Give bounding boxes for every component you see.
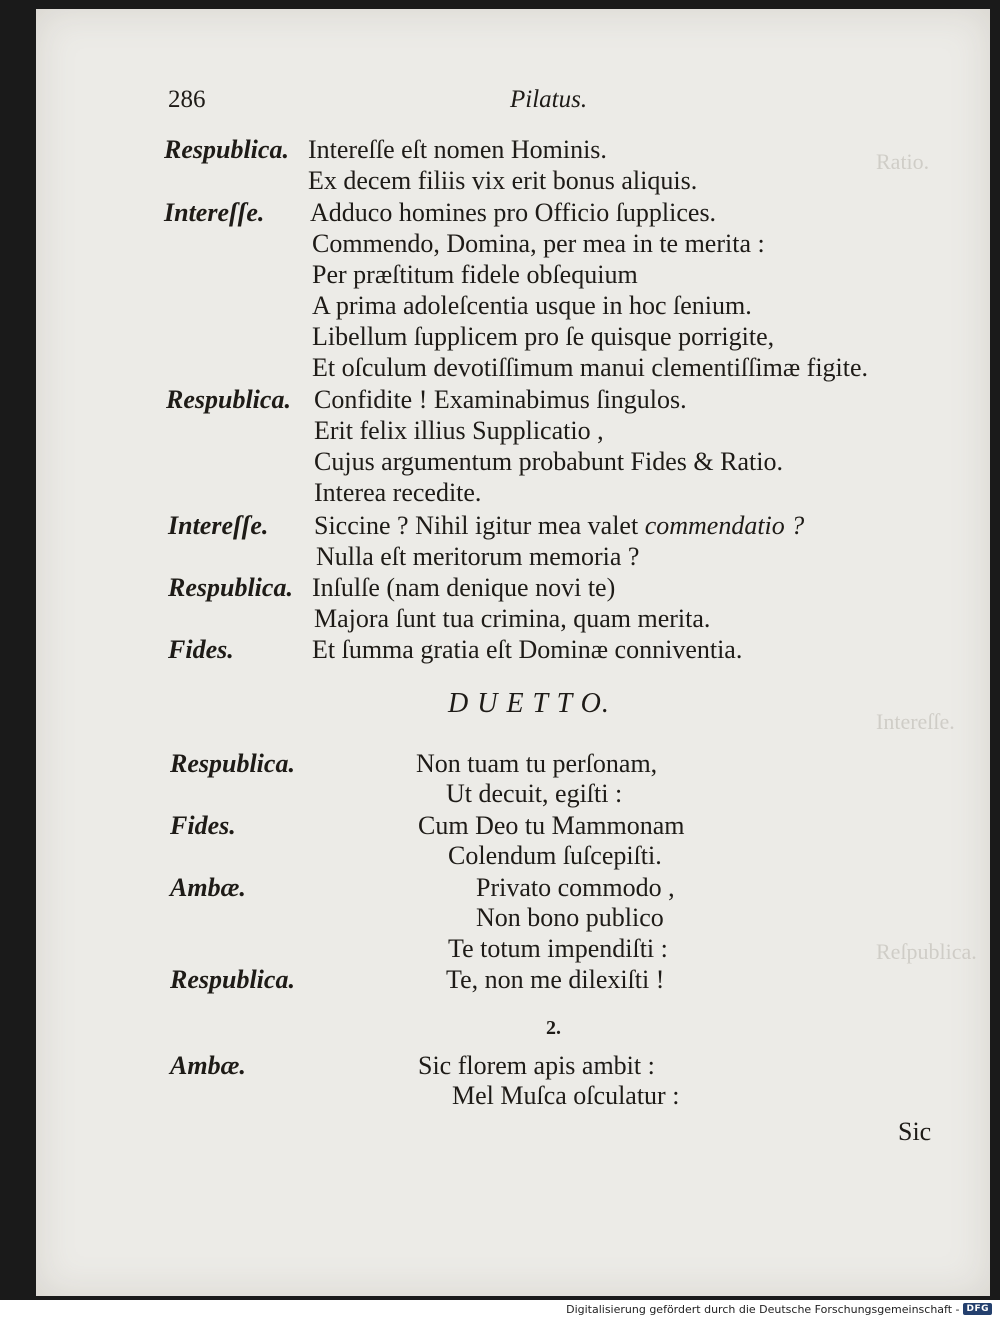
dialogue-line: Nulla eſt meritorum memoria ? xyxy=(316,542,640,571)
book-page xyxy=(36,9,990,1296)
speaker-label: Ambæ. xyxy=(170,1051,246,1080)
dialogue-line: Inſulſe (nam denique novi te) xyxy=(312,573,616,602)
dfg-logo: DFG xyxy=(963,1303,992,1315)
speaker-label: Fides. xyxy=(168,635,234,664)
catchword: Sic xyxy=(898,1117,932,1146)
running-title: Pilatus. xyxy=(510,86,588,113)
digitization-credit xyxy=(566,1301,992,1317)
dialogue-line: Intereſſe eſt nomen Hominis. xyxy=(308,135,607,164)
dialogue-line: Et oſculum devotiſſimum manui clementiſſimæ figite. xyxy=(312,353,869,382)
speaker-label: Respublica. xyxy=(164,135,289,164)
dialogue-line-italic: commendatio ? xyxy=(644,511,805,540)
verse-line: Non tuam tu perſonam, xyxy=(416,749,658,778)
verse-line: Ut decuit, egiſti : xyxy=(446,779,623,808)
duetto-heading: D U E T T O. xyxy=(448,688,610,719)
verse-line: Cum Deo tu Mammonam xyxy=(418,811,685,840)
verse-number: 2. xyxy=(546,1017,561,1039)
dialogue-line: Et ſumma gratia eſt Dominæ conniventia. xyxy=(312,635,743,664)
dialogue-line xyxy=(314,511,804,541)
dialogue-line: Ex decem filiis vix erit bonus aliquis. xyxy=(308,166,698,195)
verse-line: Non bono publico xyxy=(476,903,664,932)
speaker-label: Ambæ. xyxy=(170,873,246,902)
dialogue-line: Interea recedite. xyxy=(314,478,482,507)
dialogue-line: Erit felix illius Supplicatio , xyxy=(314,416,604,445)
speaker-label: Respublica. xyxy=(168,573,293,602)
show-through: Intereſſe. xyxy=(876,709,955,734)
dialogue-line: Libellum ſupplicem pro ſe quisque porrigite, xyxy=(312,322,775,351)
dialogue-line: Confidite ! Examinabimus ſingulos. xyxy=(314,385,687,414)
show-through: Ratio. xyxy=(876,149,930,174)
verse-line: Mel Muſca oſculatur : xyxy=(452,1081,680,1110)
dialogue-line: A prima adoleſcentia usque in hoc ſenium. xyxy=(312,291,752,320)
dialogue-line: Adduco homines pro Officio ſupplices. xyxy=(310,198,717,227)
verse-line: Privato commodo , xyxy=(476,873,675,902)
page-number: 286 xyxy=(168,86,206,113)
dialogue-line: Majora ſunt tua crimina, quam merita. xyxy=(314,604,711,633)
speaker-label: Intereſſe. xyxy=(164,198,265,227)
verse-line: Colendum ſuſcepiſti. xyxy=(448,841,662,870)
dialogue-line-text: Siccine ? Nihil igitur mea valet xyxy=(314,511,639,540)
verse-line: Te totum impendiſti : xyxy=(448,934,668,963)
dialogue-line: Cujus argumentum probabunt Fides & Ratio. xyxy=(314,447,783,476)
speaker-label: Intereſſe. xyxy=(168,511,269,540)
speaker-label: Fides. xyxy=(170,811,236,840)
dialogue-line: Commendo, Domina, per mea in te merita : xyxy=(312,229,765,258)
verse-line: Sic florem apis ambit : xyxy=(418,1051,655,1080)
dialogue-line: Per præſtitum fidele obſequium xyxy=(312,260,638,289)
speaker-label: Respublica. xyxy=(170,749,295,778)
verse-line: Te, non me dilexiſti ! xyxy=(446,965,665,994)
show-through: Reſpublica. xyxy=(876,939,977,964)
speaker-label: Respublica. xyxy=(170,965,295,994)
credit-text: Digitalisierung gefördert durch die Deutsche Forschungsgemeinschaft - xyxy=(566,1302,960,1316)
speaker-label: Respublica. xyxy=(166,385,291,414)
